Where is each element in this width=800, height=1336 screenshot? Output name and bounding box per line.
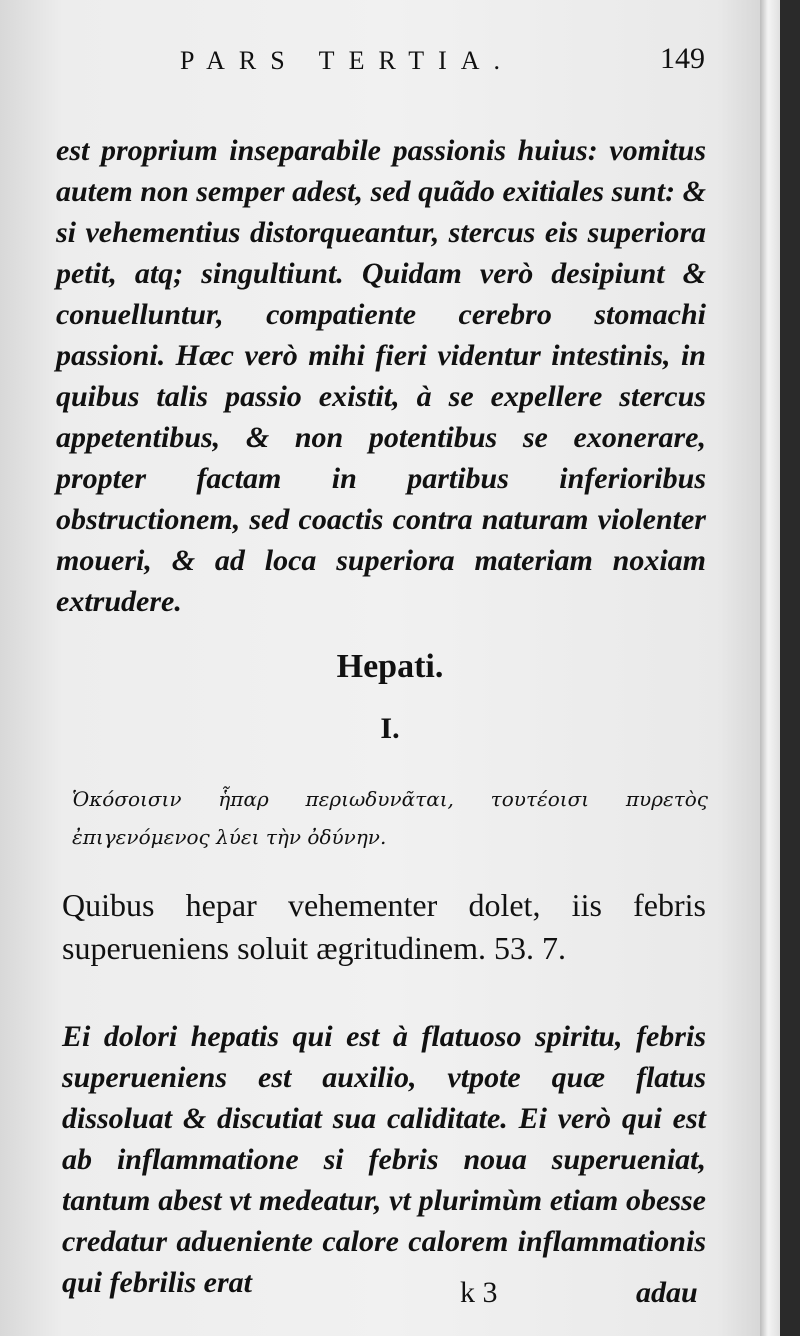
catchword: adau [636,1276,698,1309]
running-head [0,42,780,82]
latin-aphorism: Quibus hepar vehementer dolet, iis febris superueniens soluit ægritudinem. 53. 7. [62,887,706,966]
page-number: 149 [660,42,705,75]
commentary-paragraph: Ei dolori hepatis qui est à flatuoso spiritu, febris superueniens est auxilio, vtpote quæ flatus dissoluat & discutiat sua caliditate. Ei verò qui est ab inflammatione si febris noua superueniat, tantum abest vt medeatur, vt plurimùm etiam obesse credatur adueniente calore calorem inflammationis qui febrilis erat [62,1020,706,1299]
aphorism-number: I. [380,712,400,745]
running-title: PARS TERTIA. [180,46,515,75]
section-heading: Hepati. [336,648,444,685]
signature-mark: k 3 [460,1276,498,1309]
greek-aphorism: Ὁκόσοισιν ἧπαρ περιωδυνᾶται, τουτέοισι πυρετὸς ἐπιγενόμενος λύει τὴν ὀδύνην. [72,787,708,849]
paragraph-first: est proprium inseparabile passionis huius: vomitus autem non semper adest, sed quãdo exitiales sunt: & si vehementius distorqueantur, stercus eis superiora petit, atq; singultiunt. Quidam verò desipiunt & conuelluntur, compatiente cerebro stomachi passioni. Hæc verò mihi fieri videntur intestinis, in quibus talis passio existit, à se expellere stercus appetentibus, & non potentibus se exonerare, propter factam in partibus inferioribus obstructionem, sed coactis contra naturam violenter moueri, & ad loca superiora materiam noxiam extrudere. [56,134,706,618]
